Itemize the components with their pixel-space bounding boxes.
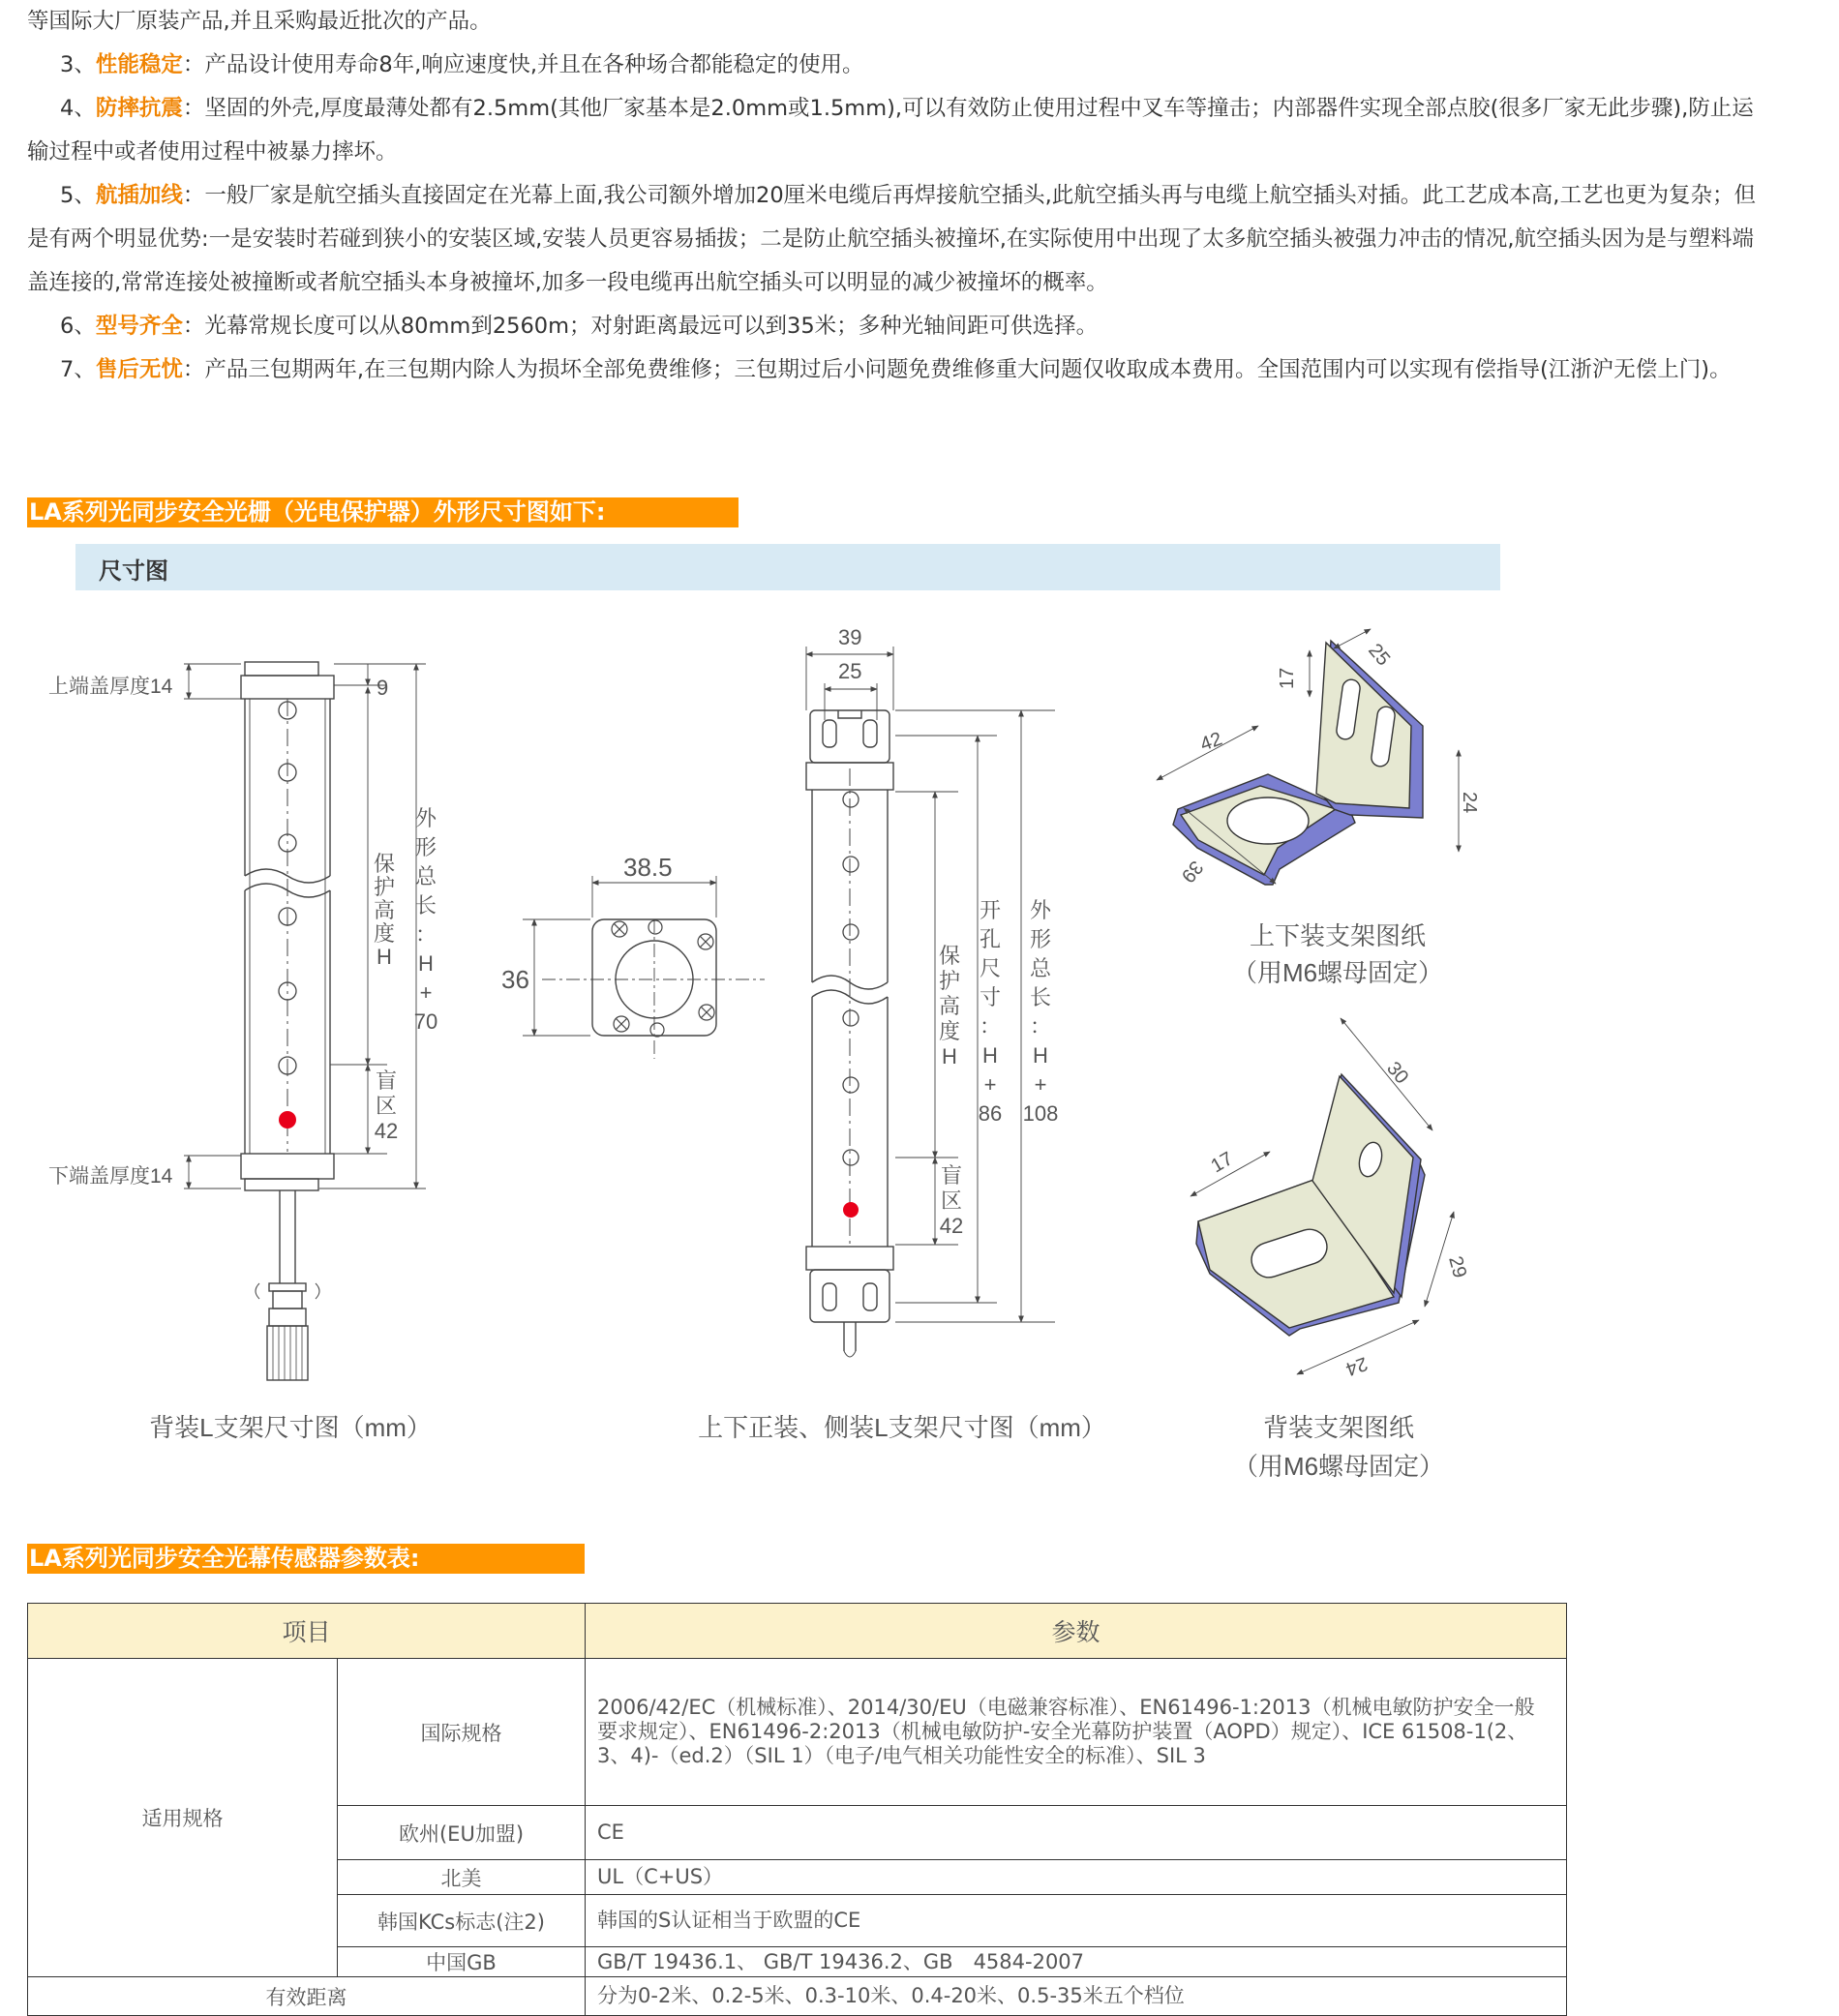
blind-zone-label-2 xyxy=(940,1163,963,1238)
table-header-row xyxy=(28,1604,1567,1659)
vertical-label-char: 寸 xyxy=(979,985,1002,1009)
dimension-banner xyxy=(75,544,1500,590)
vertical-label-char: H xyxy=(418,951,434,976)
vertical-label-char: 尺 xyxy=(979,956,1002,980)
dim-25: 25 xyxy=(838,659,862,683)
vertical-label-char: 护 xyxy=(373,875,396,899)
protect-height-label xyxy=(374,852,395,969)
dim-36: 36 xyxy=(501,965,529,994)
bracket-top-bottom xyxy=(1157,629,1480,887)
svg-text:39: 39 xyxy=(1176,856,1208,887)
vertical-label-char: 盲 xyxy=(375,1068,398,1093)
row-value: GB/T 19436.1、 GB/T 19436.2、GB 4584-2007 xyxy=(586,1947,1567,1977)
dim-9: 9 xyxy=(377,676,389,700)
vertical-label-char: ： xyxy=(414,922,437,947)
feature-item-4: 4、防摔抗震：坚固的外壳,厚度最薄处都有2.5mm(其他厂家基本是2.0mm或1.5mm),可以有效防止使用过程中叉车等撞击；内部器件实现全部点胶(很多厂家无此步骤),防止运输过程中或者使用过程中被暴力摔坏。 xyxy=(27,96,1754,165)
row-value: CE xyxy=(586,1806,1567,1860)
svg-text:25: 25 xyxy=(1364,640,1395,671)
svg-text:29: 29 xyxy=(1444,1253,1471,1280)
vertical-label-char: 外 xyxy=(414,806,437,830)
vertical-label-char: 开 xyxy=(979,898,1002,922)
svg-text:30: 30 xyxy=(1382,1058,1413,1089)
dimension-section-header: LA系列光同步安全光栅（光电保护器）外形尺寸图如下: xyxy=(27,497,739,527)
left-sensor-drawing xyxy=(48,662,437,1380)
vertical-label-char: 总 xyxy=(1029,956,1052,980)
vertical-label-char: 42 xyxy=(939,1214,964,1238)
dim-39: 39 xyxy=(838,625,862,649)
vertical-label-char: 形 xyxy=(414,835,437,859)
caption-middle: 上下正装、侧装L支架尺寸图（mm） xyxy=(698,1413,1106,1442)
middle-sensor-drawing xyxy=(806,625,1058,1357)
group-standards-cell: 适用规格 xyxy=(28,1659,338,1977)
params-table xyxy=(27,1603,1567,2016)
caption-bracket1-line2: （用M6螺母固定） xyxy=(1231,958,1444,987)
total-length-label-108 xyxy=(1023,898,1059,1126)
vertical-label-char: ： xyxy=(1029,1014,1052,1038)
svg-text:17: 17 xyxy=(1207,1148,1237,1178)
row-label: 国际规格 xyxy=(338,1659,586,1806)
vertical-label-char: 保 xyxy=(373,852,396,876)
vertical-label-char: ： xyxy=(979,1014,1002,1038)
col-param-header: 参数 xyxy=(586,1604,1567,1659)
row-value: 韩国的S认证相当于欧盟的CE xyxy=(586,1895,1567,1947)
vertical-label-char: 70 xyxy=(413,1009,438,1034)
col-item-header: 项目 xyxy=(28,1604,586,1659)
row-label: 中国GB xyxy=(338,1947,586,1977)
vertical-label-char: H xyxy=(982,1043,998,1068)
vertical-label-char: 长 xyxy=(1029,985,1052,1009)
row-label: 有效距离 xyxy=(28,1977,586,2016)
svg-text:42: 42 xyxy=(1197,728,1225,756)
feature-item-7: 7、售后无忧：产品三包期两年,在三包期内除人为损坏全部免费维修；三包期过后小问题免费维修重大问题仅收取成本费用。全国范围内可以实现有偿指导(江浙沪无偿上门)。 xyxy=(60,357,1732,382)
vertical-label-char: H xyxy=(1033,1043,1048,1068)
feature-item-6: 6、型号齐全：光幕常规长度可以从80mm到2560m；对射距离最远可以到35米；多种光轴间距可供选择。 xyxy=(60,314,1099,339)
vertical-label-char: 区 xyxy=(375,1094,398,1118)
bracket-back xyxy=(1191,1018,1470,1380)
row-label: 韩国KCs标志(注2) xyxy=(338,1895,586,1947)
vertical-label-char: + xyxy=(1034,1072,1047,1097)
feature-keyword: 性能稳定 xyxy=(95,52,183,77)
cross-section-drawing xyxy=(501,853,765,1059)
dim-38-5: 38.5 xyxy=(623,853,673,882)
vertical-label-char: 度 xyxy=(938,1019,961,1043)
vertical-label-char: + xyxy=(983,1072,997,1097)
vertical-label-char: 保 xyxy=(938,944,961,968)
feature-keyword: 售后无忧 xyxy=(95,357,183,382)
params-section-header: LA系列光同步安全光幕传感器参数表: xyxy=(27,1544,585,1574)
feature-keyword: 航插加线 xyxy=(95,183,183,208)
vertical-label-char: 外 xyxy=(1029,898,1052,922)
feature-keyword: 型号齐全 xyxy=(95,314,183,339)
svg-text:24: 24 xyxy=(1459,792,1480,814)
blind-zone-label xyxy=(375,1068,398,1143)
vertical-label-char: 42 xyxy=(374,1119,399,1143)
row-value: UL（C+US） xyxy=(586,1860,1567,1895)
feature-keyword: 防摔抗震 xyxy=(95,96,183,121)
vertical-label-char: H xyxy=(377,945,392,969)
vertical-label-char: 高 xyxy=(938,994,961,1018)
caption-bracket1-line1: 上下装支架图纸 xyxy=(1249,921,1427,950)
vertical-label-char: 高 xyxy=(373,898,396,922)
top-cap-label: 上端盖厚度14 xyxy=(48,676,173,698)
dimension-banner-title: 尺寸图 xyxy=(99,557,168,585)
vertical-label-char: 总 xyxy=(414,864,437,888)
vertical-label-char: 形 xyxy=(1029,927,1052,951)
vertical-label-char: 长 xyxy=(414,893,437,918)
feature-item-5: 5、航插加线：一般厂家是航空插头直接固定在光幕上面,我公司额外增加20厘米电缆后再焊接航空插头,此航空插头再与电缆上航空插头对插。此工艺成本高,工艺也更为复杂；但是有两个明显优势:一是安装时若碰到狭小的安装区域,安装人员更容易插拔；二是防止航空插头被撞坏,在实际使用中出现了太多航空插头被强力冲击的情况,航空插头因为是与塑料端盖连接的,常常连接处被撞断或者航空插头本身被撞坏,加多一段电缆再出航空插头可以明显的减少被撞坏的概率。 xyxy=(27,183,1756,295)
bottom-cap-label: 下端盖厚度14 xyxy=(48,1165,173,1188)
total-length-label-70 xyxy=(414,806,437,1034)
feature-line-0: 等国际大厂原装产品,并且采购最近批次的产品。 xyxy=(27,9,492,34)
vertical-label-char: 孔 xyxy=(979,927,1002,951)
row-value: 2006/42/EC（机械标准）、2014/30/EU（电磁兼容标准）、EN61496-1:2013（机械电敏防护安全一般要求规定）、EN61496-2:2013（机械电敏防护-安全光幕防护装置（AOPD）规定）、ICE 61508-1(2、3、4)-（ed.2）（SIL 1）（电子/电气相关功能性安全的标准）、SIL 3 xyxy=(586,1659,1567,1806)
vertical-label-char: H xyxy=(942,1044,957,1068)
table-row xyxy=(28,1977,1567,2016)
hole-size-label xyxy=(979,898,1002,1126)
caption-left: 背装L支架尺寸图（mm） xyxy=(149,1413,432,1442)
vertical-label-char: 108 xyxy=(1022,1101,1059,1126)
dimension-drawing xyxy=(0,600,1510,1490)
vertical-label-char: 86 xyxy=(978,1101,1003,1126)
vertical-label-char: 护 xyxy=(938,969,961,993)
caption-bracket2-line2: （用M6螺母固定） xyxy=(1232,1452,1445,1481)
vertical-label-char: 盲 xyxy=(940,1163,963,1188)
row-label: 欧州(EU加盟) xyxy=(338,1806,586,1860)
caption-bracket2-line1: 背装支架图纸 xyxy=(1262,1413,1415,1442)
row-value: 分为0-2米、0.2-5米、0.3-10米、0.4-20米、0.5-35米五个档位 xyxy=(586,1977,1567,2016)
row-label: 北美 xyxy=(338,1860,586,1895)
vertical-label-char: 区 xyxy=(940,1189,963,1213)
feature-list xyxy=(27,0,1769,392)
protect-height-label-2 xyxy=(939,944,960,1068)
table-row xyxy=(28,1659,1567,1806)
svg-text:24: 24 xyxy=(1342,1352,1371,1380)
vertical-label-char: + xyxy=(419,980,433,1005)
vertical-label-char: 度 xyxy=(373,921,396,946)
feature-item-3: 3、性能稳定：产品设计使用寿命8年,响应速度快,并且在各种场合都能稳定的使用。 xyxy=(60,52,864,77)
svg-text:17: 17 xyxy=(1277,667,1298,689)
